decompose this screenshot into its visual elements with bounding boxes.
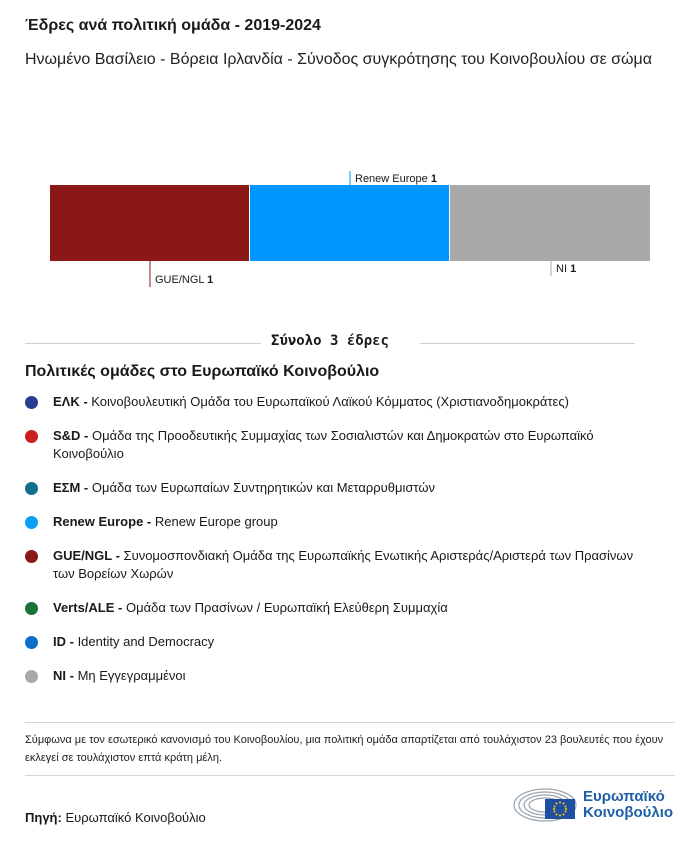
total-seats	[25, 333, 635, 353]
bar-segment	[250, 185, 449, 261]
bar-segment	[50, 185, 249, 261]
legend-description: Renew Europe group	[154, 514, 278, 529]
legend-abbr: Renew Europe -	[53, 514, 155, 529]
source-value: Ευρωπαϊκό Κοινοβούλιο	[65, 810, 206, 825]
seat-bar-chart	[0, 160, 700, 295]
legend-description: Συνομοσπονδιακή Ομάδα της Ευρωπαϊκής Ενωτικής Αριστεράς/Αριστερά των Πρασίνων των Βορείων Χωρών	[53, 548, 634, 581]
legend-abbr: ΕΣΜ -	[53, 480, 92, 495]
legend-abbr: GUE/NGL -	[53, 548, 124, 563]
legend-description: Ομάδα της Προοδευτικής Συμμαχίας των Σοσιαλιστών και Δημοκρατών στο Ευρωπαϊκό Κοινοβούλιο	[53, 428, 594, 461]
legend-text	[53, 479, 653, 497]
bar-data-label: Renew Europe 1	[355, 173, 437, 185]
legend-description: Μη Εγγεγραμμένοι	[77, 668, 186, 683]
chart-title: Έδρες ανά πολιτική ομάδα - 2019-2024	[25, 17, 321, 34]
legend-dot-icon	[25, 396, 38, 409]
legend-description: Identity and Democracy	[77, 634, 215, 649]
note-divider-top	[25, 722, 675, 723]
bar-segment	[450, 185, 650, 261]
legend-dot-icon	[25, 602, 38, 615]
legend-abbr: S&D -	[53, 428, 92, 443]
legend-dot-icon	[25, 516, 38, 529]
legend-dot-icon	[25, 636, 38, 649]
legend-dot-icon	[25, 430, 38, 443]
legend-abbr: Verts/ALE -	[53, 600, 126, 615]
legend-description: Ομάδα των Ευρωπαίων Συντηρητικών και Μεταρρυθμιστών	[91, 480, 435, 495]
legend-abbr: ID -	[53, 634, 78, 649]
legend-title: Πολιτικές ομάδες στο Ευρωπαϊκό Κοινοβούλιο	[25, 363, 380, 380]
logo-line-2: Κοινοβούλιο	[583, 804, 674, 821]
logo-line-1: Ευρωπαϊκό	[583, 788, 665, 805]
legend-dot-icon	[25, 550, 38, 563]
european-parliament-logo[interactable]	[513, 785, 683, 825]
parliament-emblem-icon	[513, 785, 579, 825]
legend-text	[53, 513, 653, 531]
note-divider-bottom	[25, 775, 675, 776]
legend-text	[53, 547, 653, 583]
source-line	[25, 810, 206, 825]
chart-subtitle: Ηνωμένο Βασίλειο - Βόρεια Ιρλανδία - Σύνοδος συγκρότησης του Κοινοβουλίου σε σώμα	[25, 51, 652, 68]
legend-dot-icon	[25, 482, 38, 495]
bar-data-label: GUE/NGL 1	[155, 274, 214, 286]
legend-text	[53, 393, 653, 411]
total-seats-label: Σύνολο 3 έδρες	[261, 333, 399, 349]
source-label: Πηγή:	[25, 810, 62, 825]
legend-description: Ομάδα των Πρασίνων / Ευρωπαϊκή Ελεύθερη Συμμαχία	[125, 600, 448, 615]
legend-description: Κοινοβουλευτική Ομάδα του Ευρωπαϊκού Λαϊκού Κόμματος (Χριστιανοδημοκράτες)	[91, 394, 569, 409]
legend-text	[53, 427, 653, 463]
footnote: Σύμφωνα με τον εσωτερικό κανονισμό του Κοινοβουλίου, μια πολιτική ομάδα απαρτίζεται από τουλάχιστον 23 βουλευτές που έχουν εκλεγεί σε τουλάχιστον επτά κράτη μέλη.	[25, 734, 664, 764]
legend-text	[53, 633, 653, 651]
bar-data-label: NI 1	[556, 263, 577, 275]
legend-text	[53, 599, 653, 617]
legend-text	[53, 667, 653, 685]
legend-dot-icon	[25, 670, 38, 683]
legend-abbr: ΕΛΚ -	[53, 394, 92, 409]
legend-abbr: NI -	[53, 668, 78, 683]
